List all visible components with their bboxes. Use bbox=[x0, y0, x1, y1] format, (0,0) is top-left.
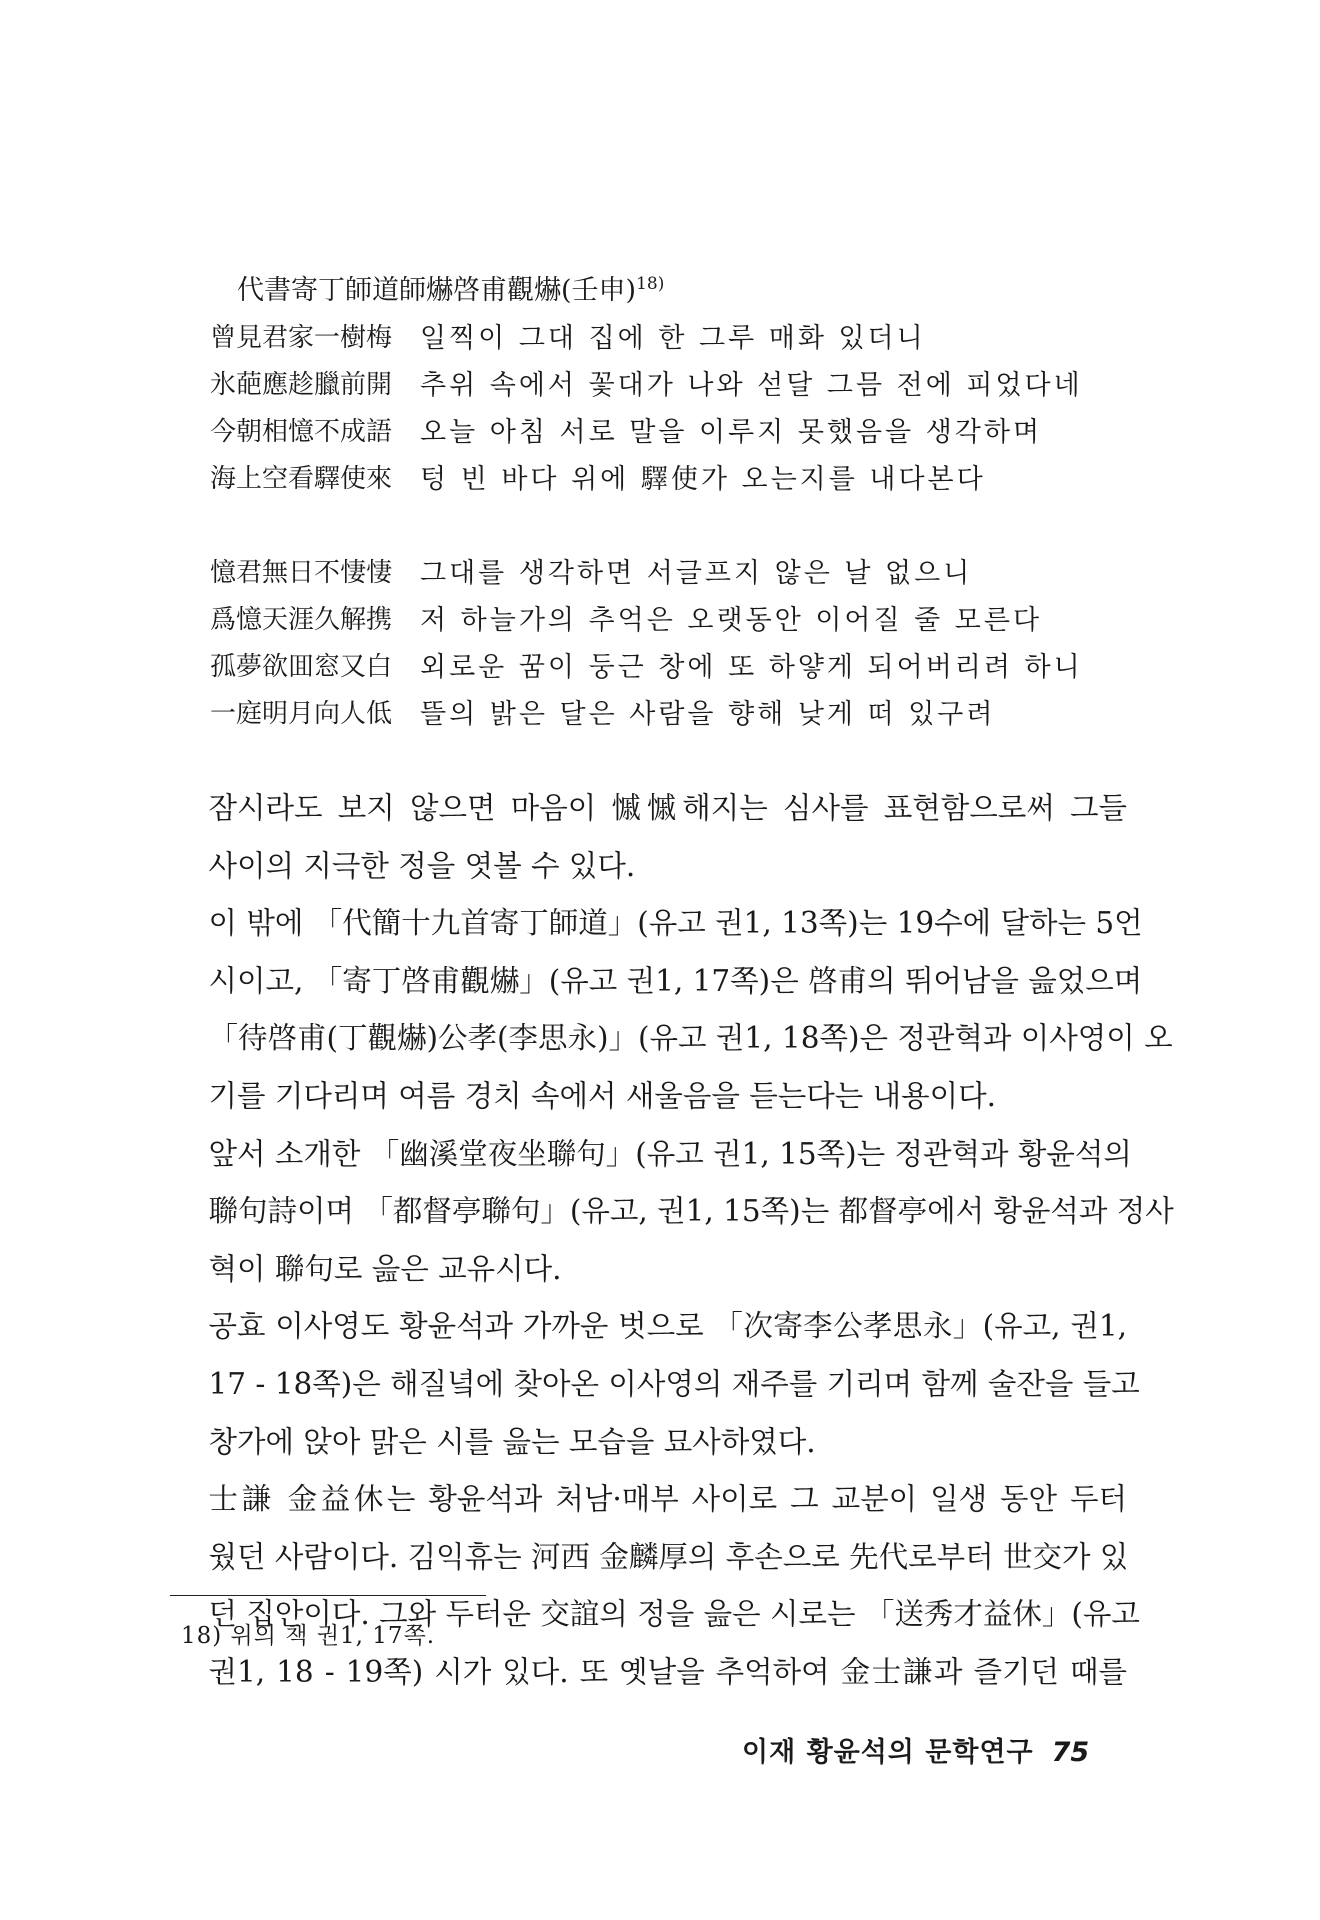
text-line: 사이의 지극한 정을 엿볼 수 있다. bbox=[208, 848, 636, 883]
poem-line bbox=[210, 688, 1110, 735]
body-text bbox=[179, 780, 1174, 1702]
text-line: 기를 기다리며 여름 경치 속에서 새울음을 듣는다는 내용이다. bbox=[208, 1078, 996, 1113]
poem-line-translation: 그대를 생각하면 서글프지 않은 날 없으니 bbox=[420, 558, 973, 589]
poem-line bbox=[210, 312, 1110, 359]
text-line: 앞서 소개한 「幽溪堂夜坐聯句」(유고 권1, 15쪽)는 정관혁과 황윤석의 bbox=[208, 1136, 1132, 1171]
footnote-divider bbox=[170, 1595, 486, 1596]
text-line: 시이고, 「寄丁啓甫觀爀」(유고 권1, 17쪽)은 啓甫의 뛰어남을 읊었으며 bbox=[208, 963, 1143, 998]
poem-line-translation: 일찍이 그대 집에 한 그루 매화 있더니 bbox=[420, 323, 926, 354]
paragraph bbox=[179, 780, 1127, 895]
poem-line-translation: 추위 속에서 꽃대가 나와 섣달 그믐 전에 피었다네 bbox=[420, 370, 1083, 401]
paragraph bbox=[179, 1126, 1174, 1299]
running-title: 이재 황윤석의 문학연구 bbox=[742, 1737, 1034, 1768]
text-line: 「待啓甫(丁觀爀)公孝(李思永)」(유고 권1, 18쪽)은 정관혁과 이사영이 오 bbox=[208, 1021, 1173, 1056]
poem-stanza-2 bbox=[210, 547, 1110, 735]
poem-line-translation: 오늘 아침 서로 말을 이루지 못했음을 생각하며 bbox=[420, 417, 1043, 448]
poem-line bbox=[210, 359, 1110, 406]
text-line: 17 - 18쪽)은 해질녘에 찾아온 이사영의 재주를 기리며 함께 술잔을 들고 bbox=[208, 1366, 1140, 1401]
poem-title-text: 代書寄丁師道師爀啓甫觀爀(壬申) bbox=[237, 275, 637, 306]
running-footer bbox=[742, 1730, 1089, 1769]
footnote: 18) 위의 책 권1, 17쪽. bbox=[181, 1623, 436, 1649]
poem-title bbox=[237, 268, 664, 307]
paragraph bbox=[179, 1298, 1140, 1471]
poem-line bbox=[210, 547, 1110, 594]
poem-line-hanja: 孤夢欲囬窓又白 bbox=[210, 652, 393, 682]
poem-line bbox=[210, 453, 1110, 500]
poem-line-translation: 뜰의 밝은 달은 사람을 향해 낮게 떠 있구려 bbox=[420, 699, 996, 730]
text-line: 던 집안이다. 그와 두터운 交誼의 정을 읊은 시로는 「送秀才益休」(유고 bbox=[208, 1597, 1140, 1632]
poem-line-hanja: 憶君無日不悽悽 bbox=[210, 558, 393, 588]
poem-line-hanja: 氷葩應趁臘前開 bbox=[210, 370, 393, 400]
poem-line-translation: 텅 빈 바다 위에 驛使가 오는지를 내다본다 bbox=[420, 464, 986, 495]
poem-line-hanja: 一庭明月向人低 bbox=[210, 699, 393, 729]
poem-line-translation: 저 하늘가의 추억은 오랫동안 이어질 줄 모른다 bbox=[420, 605, 1043, 636]
poem-line-hanja: 今朝相憶不成語 bbox=[210, 417, 393, 447]
text-line: 聯句詩이며 「都督亭聯句」(유고, 권1, 15쪽)는 都督亭에서 황윤석과 정사 bbox=[208, 1194, 1174, 1229]
text-line: 창가에 앉아 맑은 시를 읊는 모습을 묘사하였다. bbox=[208, 1424, 816, 1459]
text-line: 이 밖에 「代簡十九首寄丁師道」(유고 권1, 13쪽)는 19수에 달하는 5언 bbox=[208, 906, 1143, 941]
paragraph bbox=[179, 1471, 1140, 1701]
poem-line bbox=[210, 406, 1110, 453]
paragraph bbox=[179, 895, 1173, 1125]
poem-stanza-1 bbox=[210, 312, 1110, 500]
poem-line-translation: 외로운 꿈이 둥근 창에 또 하얗게 되어버리려 하니 bbox=[420, 652, 1083, 683]
text-line: 혁이 聯句로 읊은 교유시다. bbox=[208, 1251, 562, 1286]
text-line: 공효 이사영도 황윤석과 가까운 벗으로 「次寄李公孝思永」(유고, 권1, bbox=[208, 1309, 1127, 1344]
text-line: 잠시라도 보지 않으면 마음이 慽慽해지는 심사를 표현함으로써 그들 bbox=[208, 791, 1127, 825]
text-line: 士謙 金益休는 황윤석과 처남·매부 사이로 그 교분이 일생 동안 두터 bbox=[208, 1482, 1127, 1517]
page-number: 75 bbox=[1051, 1737, 1090, 1768]
poem-line-hanja: 曾見君家一樹梅 bbox=[210, 323, 393, 353]
text-line: 권1, 18 - 19쪽) 시가 있다. 또 옛날을 추억하여 金士謙과 즐기던 때를 bbox=[208, 1654, 1127, 1689]
poem-line-hanja: 爲憶天涯久解携 bbox=[210, 605, 393, 635]
poem-line-hanja: 海上空看驛使來 bbox=[210, 464, 393, 494]
poem-line bbox=[210, 641, 1110, 688]
text-line: 웠던 사람이다. 김익휴는 河西 金麟厚의 후손으로 先代로부터 世交가 있 bbox=[208, 1539, 1129, 1574]
footnote-reference: 18) bbox=[636, 274, 665, 294]
poem-line bbox=[210, 594, 1110, 641]
